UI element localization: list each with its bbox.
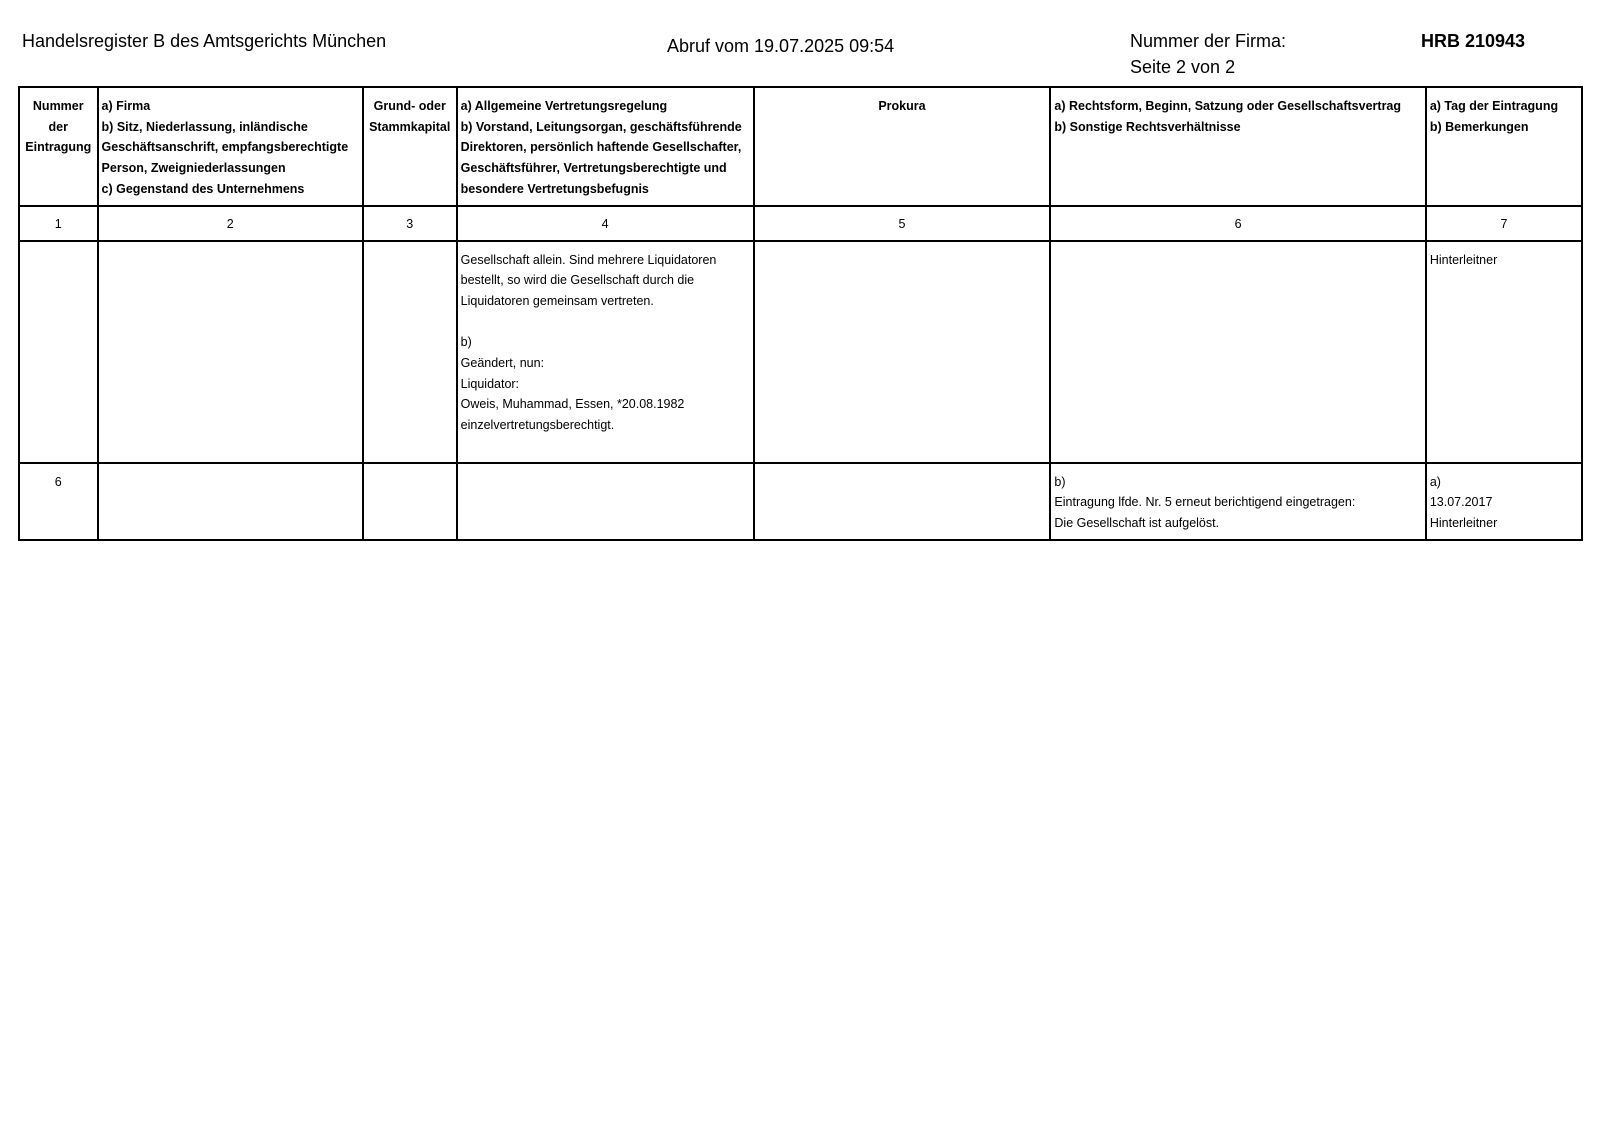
cell-text-line: a) Tag der Eintragung [1429, 99, 1559, 113]
cell-capital [363, 241, 457, 463]
cell-company [98, 241, 363, 463]
cell-text-line: Liquidatoren gemeinsam vertreten. [460, 293, 654, 308]
company-number-label: Nummer der Firma: [1130, 31, 1287, 51]
header-representation [457, 87, 754, 206]
header-prokura [754, 87, 1051, 206]
cell-prokura [754, 241, 1051, 463]
column-number: 6 [1050, 206, 1425, 241]
cell-legal-form [1050, 241, 1425, 463]
cell-text-line: a) Allgemeine Vertretungsregelung [460, 99, 668, 113]
register-table [18, 86, 1583, 541]
page-info: Seite 2 von 2 [1130, 57, 1236, 77]
cell-text-line: 6 [54, 474, 62, 489]
cell-company [98, 463, 363, 540]
cell-text-line: b) Bemerkungen [1429, 119, 1529, 134]
cell-text-line: Direktoren, persönlich haftende Gesellschafter, [460, 140, 742, 155]
cell-text-line: Person, Zweigniederlassungen [101, 161, 286, 176]
column-number: 7 [1426, 206, 1582, 241]
cell-representation [457, 241, 754, 463]
header-entry-number [19, 87, 98, 206]
cell-prokura [754, 463, 1051, 540]
cell-text-line: Hinterleitner [1429, 252, 1498, 267]
cell-text-line: Oweis, Muhammad, Essen, *20.08.1982 [460, 397, 685, 412]
header-entry-date [1426, 87, 1582, 206]
cell-text-line: a) Rechtsform, Beginn, Satzung oder Gesellschaftsvertrag [1054, 99, 1402, 113]
cell-representation [457, 463, 754, 540]
column-number: 4 [457, 206, 754, 241]
cell-text-line: Die Gesellschaft ist aufgelöst. [1054, 515, 1220, 530]
column-number: 2 [98, 206, 363, 241]
cell-entry-number [19, 463, 98, 540]
cell-text-line: einzelvertretungsberechtigt. [460, 418, 615, 433]
table-row [19, 241, 1582, 463]
cell-text-line: Eintragung [25, 140, 92, 155]
cell-text-line: Hinterleitner [1429, 515, 1498, 530]
cell-text-line: b) Sitz, Niederlassung, inländische [101, 119, 308, 134]
cell-text-line: a) Firma [101, 99, 151, 113]
cell-text-line: Geschäftsführer, Vertretungsberechtigte und [460, 161, 727, 176]
cell-text-line: Nummer [32, 99, 84, 113]
cell-text-line: Grund- oder [373, 99, 446, 113]
cell-text-line: Liquidator: [460, 376, 520, 391]
cell-text-line: Eintragung lfde. Nr. 5 erneut berichtigend eingetragen: [1054, 495, 1356, 510]
cell-entry-date [1426, 463, 1582, 540]
retrieval-timestamp: Abruf vom 19.07.2025 09:54 [667, 36, 895, 56]
cell-capital [363, 463, 457, 540]
register-title: Handelsregister B des Amtsgerichts München [22, 31, 387, 51]
column-number-row [19, 206, 1582, 241]
header-capital [363, 87, 457, 206]
column-number: 1 [19, 206, 98, 241]
cell-legal-form [1050, 463, 1425, 540]
cell-text-line: der [48, 119, 68, 134]
cell-text-line: b) Sonstige Rechtsverhältnisse [1054, 119, 1241, 134]
cell-text-line: bestellt, so wird die Gesellschaft durch die [460, 273, 695, 288]
cell-text-line: Geschäftsanschrift, empfangsberechtigte [101, 140, 349, 155]
cell-text-line: b) [1054, 474, 1066, 489]
cell-entry-number [19, 241, 98, 463]
column-number: 3 [363, 206, 457, 241]
header-legal-form [1050, 87, 1425, 206]
header-company [98, 87, 363, 206]
cell-text-line: Geändert, nun: [460, 356, 545, 371]
cell-text-line: c) Gegenstand des Unternehmens [101, 181, 305, 196]
column-number: 5 [754, 206, 1051, 241]
cell-text-line: 13.07.2017 [1429, 495, 1493, 510]
cell-text-line: b) Vorstand, Leitungsorgan, geschäftsführende [460, 119, 742, 134]
cell-text-line: Gesellschaft allein. Sind mehrere Liquidatoren [460, 252, 717, 267]
cell-text-line: b) [460, 335, 472, 350]
cell-text-line: Prokura [878, 99, 926, 113]
company-number: HRB 210943 [1421, 31, 1526, 51]
table-row [19, 463, 1582, 540]
cell-entry-date [1426, 241, 1582, 463]
cell-text-line [461, 312, 750, 333]
cell-text-line: a) [1429, 474, 1441, 489]
table-header-row [19, 87, 1582, 206]
cell-text-line: Stammkapital [369, 119, 451, 134]
cell-text-line: besondere Vertretungsbefugnis [460, 181, 649, 196]
